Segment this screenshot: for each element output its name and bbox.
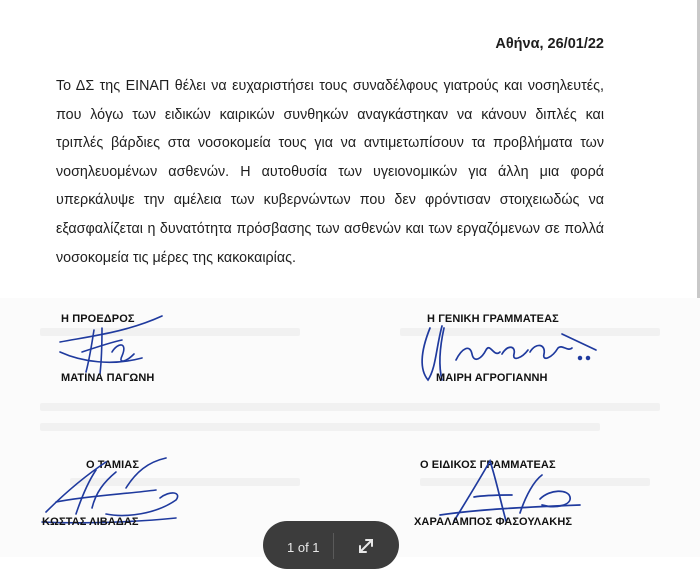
- faint-scan-line: [40, 423, 600, 431]
- page-navigator: [263, 521, 399, 569]
- expand-button[interactable]: [353, 533, 379, 559]
- special-secretary-name: ΧΑΡΑΛΑΜΠΟΣ ΦΑΣΟΥΛΑΚΗΣ: [414, 516, 573, 528]
- treasurer-name: ΚΩΣΤΑΣ ΛΙΒΑΔΑΣ: [42, 516, 139, 528]
- date-line: Αθήνα, 26/01/22: [495, 36, 604, 52]
- special-secretary-role: Ο ΕΙΔΙΚΟΣ ΓΡΑΜΜΑΤΕΑΣ: [420, 459, 556, 471]
- president-name: ΜΑΤΙΝΑ ΠΑΓΩΝΗ: [61, 372, 155, 384]
- faint-scan-line: [40, 403, 660, 411]
- pager-divider: [333, 533, 334, 559]
- expand-icon: [353, 533, 379, 559]
- body-paragraph: Το ΔΣ της ΕΙΝΑΠ θέλει να ευχαριστήσει τους συναδέλφους γιατρούς και νοσηλευτές, που λόγω των ειδικών καιρικών συνθηκών αναγκάστηκαν να κάνουν διπλές και τριπλές βάρδιες στα νοσοκομεία τους για να αντιμετωπίσουν τα προβλήματα των νοσηλευομένων ασθενών. Η αυτοθυσία των υγειονομικών για άλλη μια φορά υπερκάλυψε την αμέλεια των κυβερνώντων που δεν φρόντισαν στοιχειωδώς να εξασφαλίζεται η δυνατότητα πρόσβασης των ασθενών και των εργαζόμενων σε πολλά νοσοκομεία τις μέρες της κακοκαιρίας.: [56, 78, 604, 266]
- general-secretary-name: ΜΑΙΡΗ ΑΓΡΟΓΙΑΝΝΗ: [436, 372, 548, 384]
- general-secretary-role: Η ΓΕΝΙΚΗ ΓΡΑΜΜΑΤΕΑΣ: [427, 313, 559, 325]
- page-indicator: 1 of 1: [287, 540, 320, 555]
- president-role: Η ΠΡΟΕΔΡΟΣ: [61, 313, 135, 325]
- treasurer-role: Ο ΤΑΜΙΑΣ: [86, 459, 140, 471]
